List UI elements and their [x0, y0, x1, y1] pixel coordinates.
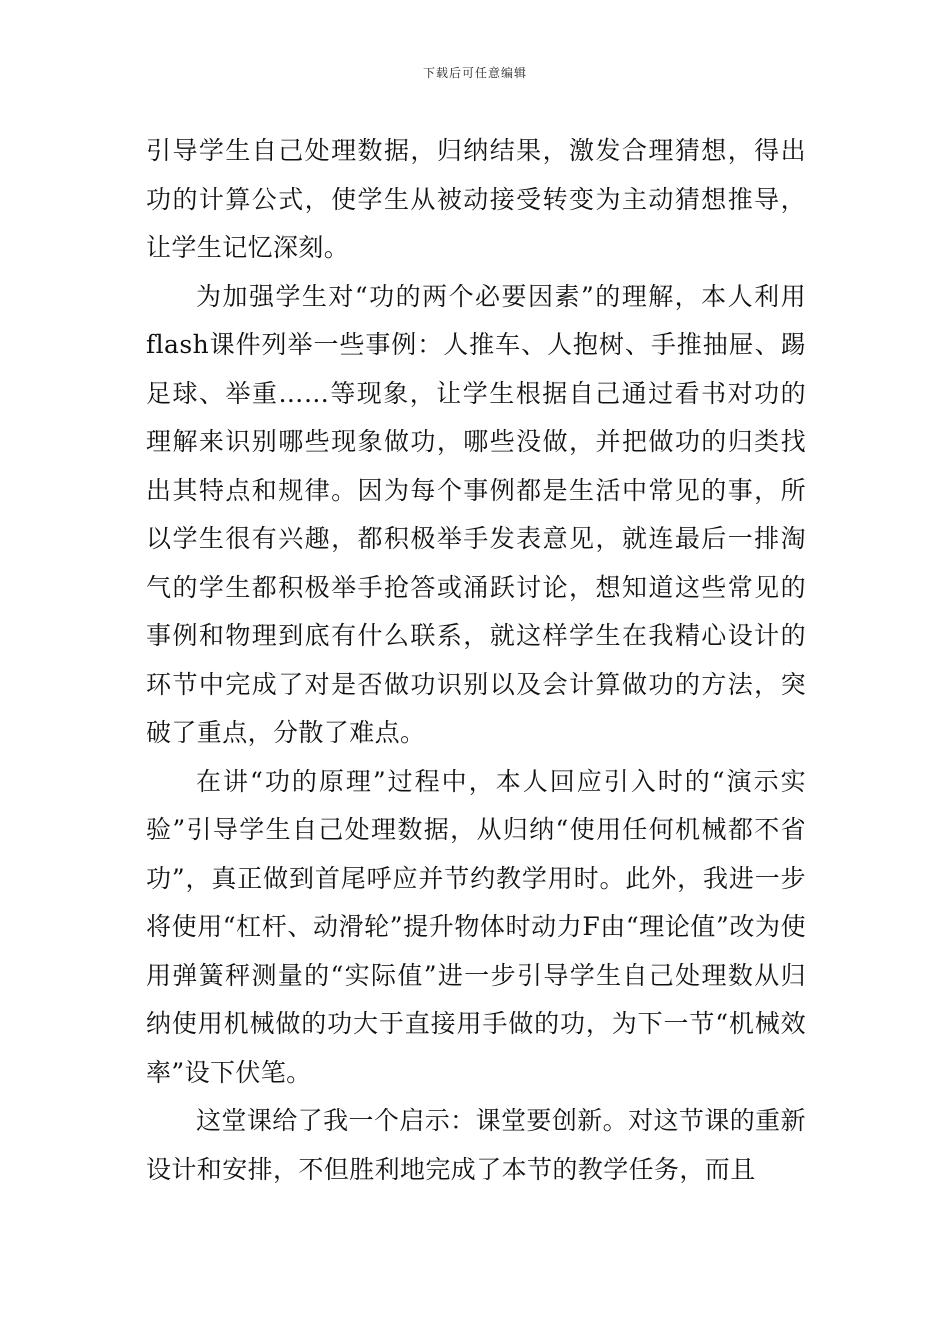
- page-header: 下载后可任意编辑: [422, 66, 527, 80]
- document-body: [146, 127, 806, 1194]
- paragraph-work-principle: 在讲“功的原理”过程中，本人回应引入时的“演示实验”引导学生自己处理数据，从归纳“使用任何机械都不省功”，真正做到首尾呼应并节约教学用时。此外，我进一步将使用“杠杆、动滑轮”提升物体时动力F由“理论值”改为使用弹簧秤测量的“实际值”进一步引导学生自己处理数从归纳使用机械做的功大于直接用手做的功，为下一节“机械效率”设下伏笔。: [146, 766, 806, 1087]
- paragraph-reflection: 这堂课给了我一个启示：课堂要创新。对这节课的重新设计和安排，不但胜利地完成了本节的教学任务，而且: [146, 1106, 806, 1184]
- paragraph-continuation: 引导学生自己处理数据，归纳结果，激发合理猜想，得出功的计算公式，使学生从被动接受转变为主动猜想推导，让学生记忆深刻。: [146, 136, 806, 262]
- paragraph-work-factors: 为加强学生对“功的两个必要因素”的理解，本人利用flash课件列举一些事例：人推车、人抱树、手推抽屉、踢足球、举重……等现象，让学生根据自己通过看书对功的理解来识别哪些现象做功，哪些没做，并把做功的归类找出其特点和规律。因为每个事例都是生活中常见的事，所以学生很有兴趣，都积极举手发表意见，就连最后一排淘气的学生都积极举手抢答或涌跃讨论，想知道这些常见的事例和物理到底有什么联系，就这样学生在我精心设计的环节中完成了对是否做功识别以及会计算做功的方法，突破了重点，分散了难点。: [146, 281, 806, 747]
